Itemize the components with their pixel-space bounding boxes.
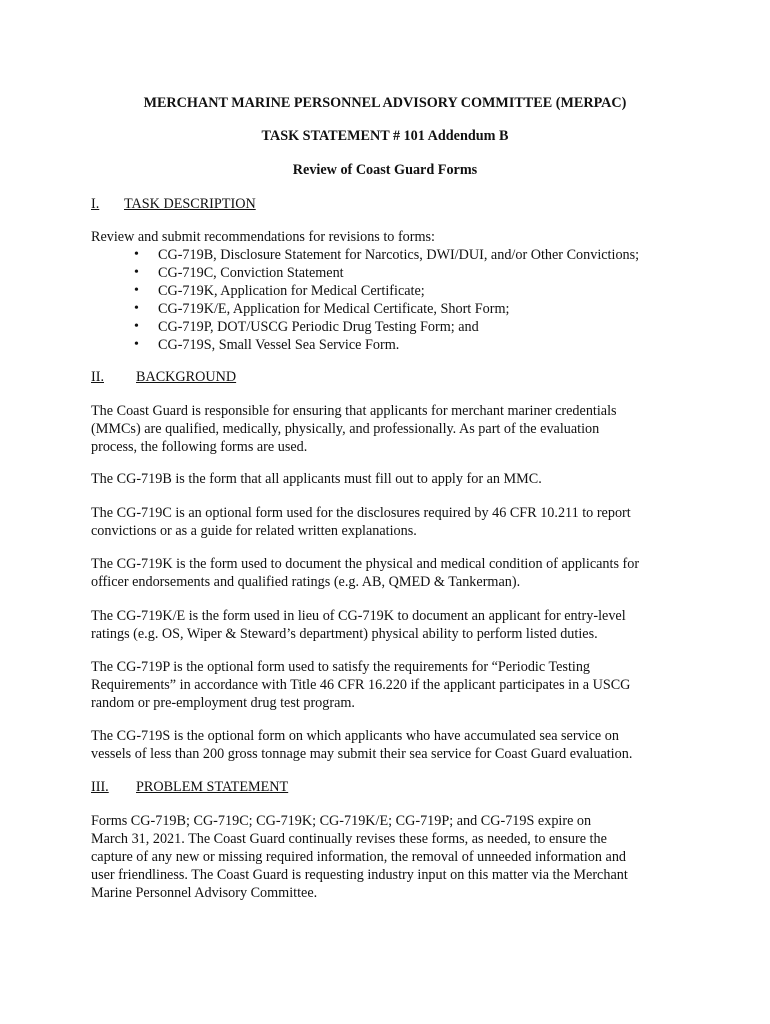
paragraph-line: Requirements” in accordance with Title 46 CFR 16.220 if the applicant participates in a USCG [91,677,631,693]
bullet-icon: • [134,301,139,316]
list-item [91,318,711,336]
list-item-text: CG-719K/E, Application for Medical Certificate, Short Form; [158,301,510,317]
section-number: III. [91,779,109,795]
section-title: TASK DESCRIPTION [124,196,256,212]
paragraph-line: (MMCs) are qualified, medically, physically, and professionally. As part of the evaluation [91,421,600,437]
paragraph-line: capture of any new or missing required information, the removal of unneeded information and [91,849,627,865]
list-item [91,336,711,354]
paragraph-line: The CG-719K is the form used to document the physical and medical condition of applicants for [91,556,640,572]
paragraph-line: March 31, 2021. The Coast Guard continually revises these forms, as needed, to ensure the [91,831,607,847]
bullet-icon: • [134,247,139,262]
list-item-text: CG-719C, Conviction Statement [158,265,344,281]
list-item [91,246,711,264]
task-statement-title: TASK STATEMENT # 101 Addendum B [261,128,509,144]
paragraph-line: The CG-719B is the form that all applicants must fill out to apply for an MMC. [91,471,542,487]
list-item-text: CG-719B, Disclosure Statement for Narcotics, DWI/DUI, and/or Other Convictions; [158,247,640,263]
paragraph-line: Review and submit recommendations for revisions to forms: [91,229,435,245]
section-title: PROBLEM STATEMENT [136,779,289,795]
list-item [91,300,711,318]
section-title: BACKGROUND [136,369,237,385]
paragraph-line: The CG-719P is the optional form used to satisfy the requirements for “Periodic Testing [91,659,591,675]
list-item-text: CG-719S, Small Vessel Sea Service Form. [158,337,400,353]
task-intro-paragraph [91,228,691,246]
bullet-icon: • [134,319,139,334]
background-paragraph-7 [91,727,691,763]
background-paragraph-1 [91,402,691,456]
paragraph-line: random or pre-employment drug test program. [91,695,355,711]
paragraph-line: officer endorsements and qualified ratings (e.g. AB, QMED & Tankerman). [91,574,521,590]
committee-title: MERCHANT MARINE PERSONNEL ADVISORY COMMITTEE (MERPAC) [143,95,627,111]
background-paragraph-2 [91,470,691,488]
background-paragraph-4 [91,555,691,591]
paragraph-line: The Coast Guard is responsible for ensuring that applicants for merchant mariner credentials [91,403,617,419]
paragraph-line: ratings (e.g. OS, Wiper & Steward’s department) physical ability to perform listed duties. [91,626,598,642]
bullet-icon: • [134,283,139,298]
paragraph-line: Marine Personnel Advisory Committee. [91,885,318,901]
forms-bullet-list [91,246,711,354]
background-paragraph-6 [91,658,691,712]
list-item [91,282,711,300]
section-heading-problem-statement [91,778,288,796]
bullet-icon: • [134,337,139,352]
bullet-icon: • [134,265,139,280]
paragraph-line: process, the following forms are used. [91,439,308,455]
paragraph-line: The CG-719S is the optional form on which applicants who have accumulated sea service on [91,728,619,744]
paragraph-line: convictions or as a guide for related written explanations. [91,523,417,539]
paragraph-line: Forms CG-719B; CG-719C; CG-719K; CG-719K/E; CG-719P; and CG-719S expire on [91,813,592,829]
document-subtitle: Review of Coast Guard Forms [292,162,478,178]
section-number: II. [91,369,104,385]
section-heading-task-description [91,195,256,213]
background-paragraph-5 [91,607,691,643]
section-heading-background [91,368,236,386]
list-item-text: CG-719P, DOT/USCG Periodic Drug Testing Form; and [158,319,479,335]
list-item-text: CG-719K, Application for Medical Certificate; [158,283,425,299]
paragraph-line: vessels of less than 200 gross tonnage may submit their sea service for Coast Guard evaluation. [91,746,633,762]
background-paragraph-3 [91,504,691,540]
paragraph-line: user friendliness. The Coast Guard is requesting industry input on this matter via the Merchant [91,867,628,883]
paragraph-line: The CG-719K/E is the form used in lieu of CG-719K to document an applicant for entry-level [91,608,626,624]
section-number: I. [91,196,100,212]
paragraph-line: The CG-719C is an optional form used for the disclosures required by 46 CFR 10.211 to report [91,505,631,521]
list-item [91,264,711,282]
problem-statement-paragraph [91,812,691,902]
